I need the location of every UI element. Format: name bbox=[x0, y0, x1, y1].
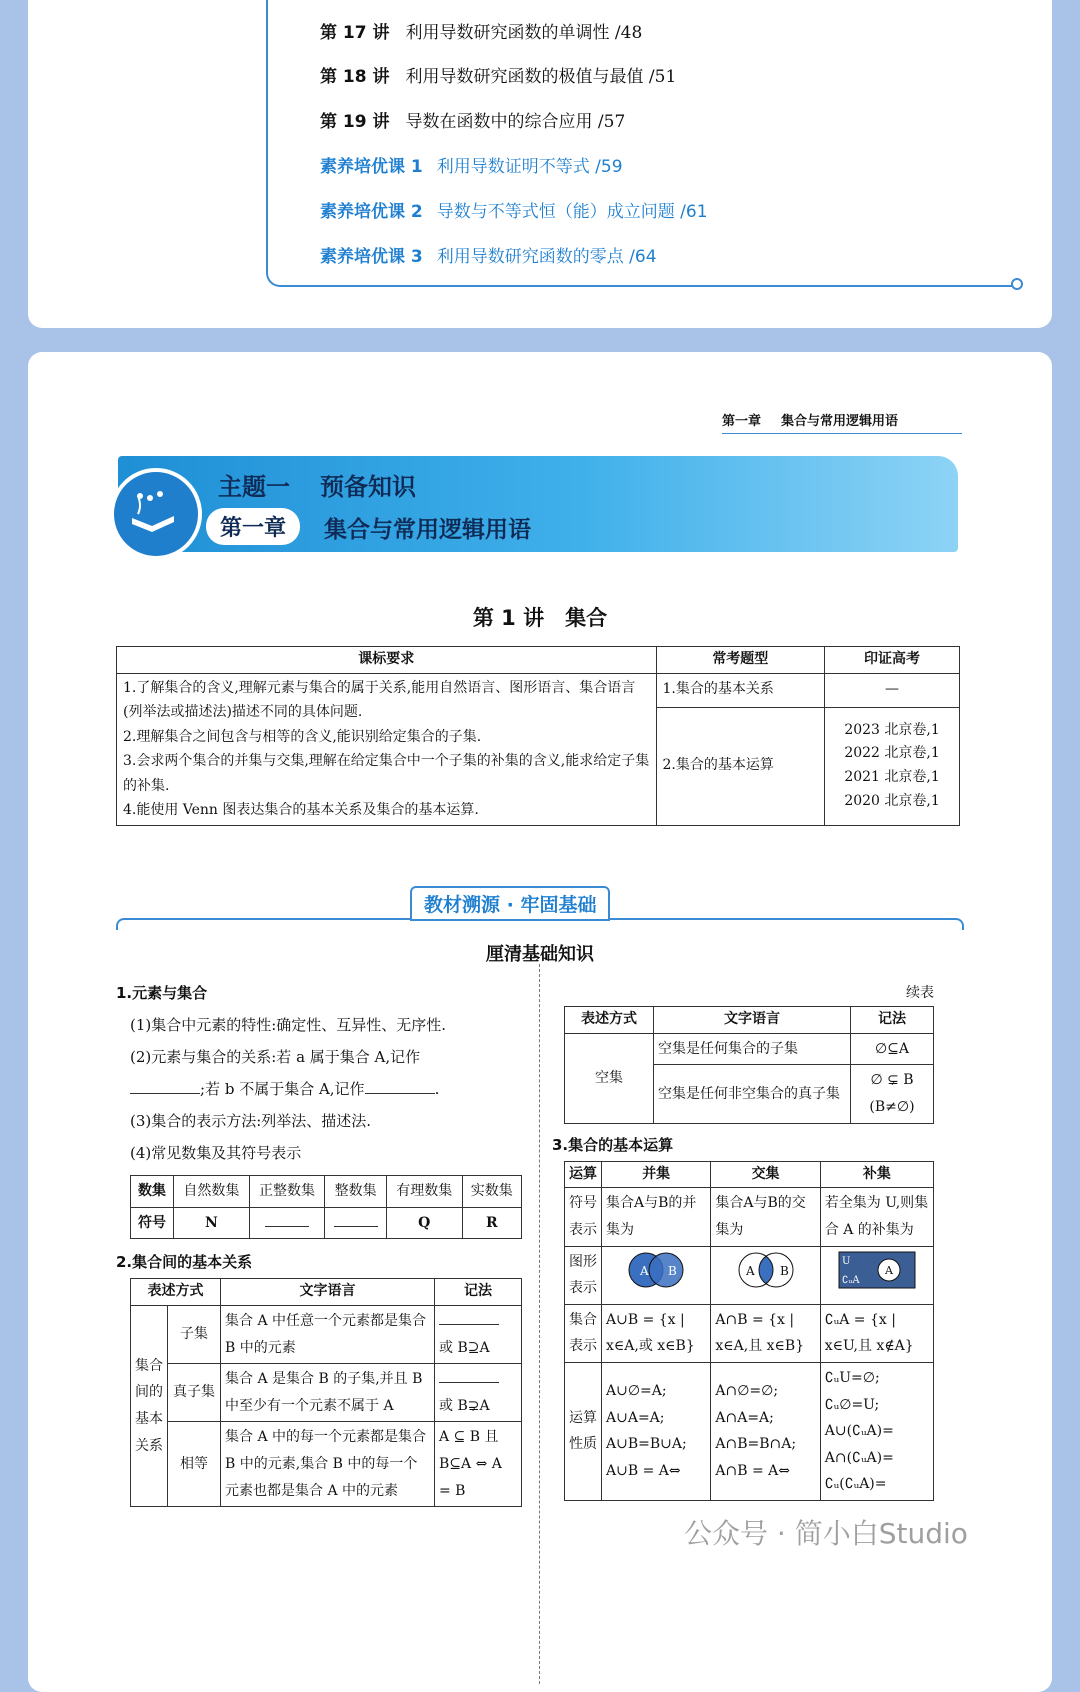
paragraph: (3)集合的表示方法:列举法、描述法. bbox=[130, 1112, 372, 1130]
table-cell: 正整数集 bbox=[249, 1176, 325, 1208]
requirement-item: 4.能使用 Venn 图表达集合的基本关系及集合的基本运算. bbox=[123, 802, 479, 819]
requirement-item: 3.会求两个集合的并集与交集,理解在给定集合中一个子集的补集的含义,能求给定子集的补集. bbox=[123, 753, 650, 794]
toc-lecture-label: 素养培优课 2 bbox=[320, 202, 423, 222]
table-cell: 集合A与B的并集为 bbox=[602, 1188, 711, 1246]
complement-venn-diagram bbox=[820, 1246, 933, 1304]
table-header: 交集 bbox=[711, 1161, 820, 1188]
exam-reference: — bbox=[825, 673, 960, 707]
table-cell: 集合A与B的交集为 bbox=[711, 1188, 820, 1246]
toc-lecture-label: 素养培优课 3 bbox=[320, 247, 423, 267]
table-cell: ∅ ⊊ B (B≠∅) bbox=[851, 1065, 934, 1123]
banner-chapter-label: 第一章 bbox=[206, 508, 300, 545]
intersection-venn-icon bbox=[728, 1250, 804, 1290]
toc-lecture-title: 利用导数研究函数的单调性 /48 bbox=[405, 23, 643, 43]
table-cell: 运算性质 bbox=[565, 1362, 602, 1500]
table-cell bbox=[602, 1362, 711, 1500]
toc-row[interactable] bbox=[320, 152, 623, 177]
table-cell: 子集 bbox=[168, 1305, 221, 1363]
property-line: A∩B = A⇔ bbox=[715, 1463, 790, 1480]
table-cell: 真子集 bbox=[168, 1364, 221, 1422]
fill-blank bbox=[130, 1079, 200, 1094]
exam-reference: 2023 北京卷,1 bbox=[844, 721, 940, 738]
table-cell: 集合 A 中的每一个元素都是集合 B 中的元素,集合 B 中的每一个元素也都是集合 A 中的元素 bbox=[221, 1422, 435, 1507]
paragraph: ;若 b 不属于集合 A,记作 . bbox=[130, 1073, 536, 1105]
banner-theme-title: 预备知识 bbox=[320, 473, 416, 501]
intersection-venn-diagram bbox=[711, 1246, 820, 1304]
table-cell: 图形表示 bbox=[565, 1246, 602, 1304]
banner-theme-label: 主题一 bbox=[218, 473, 290, 501]
section-subtitle: 厘清基础知识 bbox=[486, 944, 594, 965]
toc-lecture-label: 第 19 讲 bbox=[320, 112, 390, 132]
venn-label-b: B bbox=[668, 1264, 678, 1279]
property-line: A∪(∁ᵤA)= bbox=[824, 1423, 894, 1440]
property-line: A∩B=B∩A; bbox=[715, 1436, 797, 1453]
venn-label-u: U bbox=[841, 1256, 851, 1268]
union-venn-diagram bbox=[602, 1246, 711, 1304]
property-line: A∩∅=∅; bbox=[715, 1383, 779, 1400]
table-cell: 自然数集 bbox=[174, 1176, 250, 1208]
fill-blank bbox=[334, 1212, 378, 1227]
table-cell bbox=[325, 1207, 387, 1239]
table-cell: 集合 A 中任意一个元素都是集合 B 中的元素 bbox=[221, 1305, 435, 1363]
property-line: A∪A=A; bbox=[606, 1409, 665, 1426]
property-line: A∩(∁ᵤA)= bbox=[824, 1449, 894, 1466]
toc-lecture-label: 第 18 讲 bbox=[320, 67, 390, 87]
property-line: A∪B=B∪A; bbox=[606, 1436, 687, 1453]
fill-blank bbox=[365, 1079, 435, 1094]
notation: 或 B⊋A bbox=[439, 1397, 490, 1414]
toc-lecture-title: 利用导数证明不等式 /59 bbox=[436, 157, 623, 177]
property-line: ∁ᵤU=∅; bbox=[824, 1369, 880, 1386]
banner-theme bbox=[218, 467, 416, 502]
running-header bbox=[722, 410, 962, 434]
table-cell bbox=[435, 1305, 522, 1363]
table-cell: 若全集为 U,则集合 A 的补集为 bbox=[820, 1188, 933, 1246]
table-cell: 有理数集 bbox=[386, 1176, 462, 1208]
venn-label-a: A bbox=[884, 1264, 893, 1278]
exam-reference: 2022 北京卷,1 bbox=[844, 745, 940, 762]
running-header-chapter: 第一章 bbox=[722, 414, 762, 429]
question-type: 2.集合的基本运算 bbox=[656, 707, 825, 825]
exam-reference: 2021 北京卷,1 bbox=[844, 769, 940, 786]
table-header: 表述方式 bbox=[131, 1279, 221, 1306]
property-line: A∪∅=A; bbox=[606, 1383, 667, 1400]
table-cell bbox=[820, 1362, 933, 1500]
heading-set-relations: 2.集合间的基本关系 bbox=[116, 1253, 253, 1272]
fill-blank bbox=[439, 1368, 499, 1383]
table-header: 补集 bbox=[820, 1161, 933, 1188]
toc-row[interactable] bbox=[320, 62, 676, 87]
property-line: A∩A=A; bbox=[715, 1409, 774, 1426]
toc-row[interactable] bbox=[320, 18, 642, 43]
toc-lecture-title: 利用导数研究函数的零点 /64 bbox=[436, 247, 657, 267]
set-operations-table bbox=[564, 1161, 934, 1501]
toc-row[interactable] bbox=[320, 107, 625, 132]
table-header: 记法 bbox=[435, 1279, 522, 1306]
toc-lecture-title: 导数在函数中的综合应用 /57 bbox=[405, 112, 626, 132]
paragraph: (1)集合中元素的特性:确定性、互异性、无序性. bbox=[130, 1016, 447, 1034]
book-icon bbox=[110, 468, 202, 560]
table-cell: 整数集 bbox=[325, 1176, 387, 1208]
venn-label-b: B bbox=[779, 1264, 789, 1279]
table-cell: 数集 bbox=[131, 1176, 174, 1208]
venn-label-complement: ∁ᵤA bbox=[841, 1275, 860, 1287]
table-cell: ∁ᵤA = {x | x∈U,且 x∉A} bbox=[820, 1304, 933, 1362]
table-cell: Q bbox=[386, 1207, 462, 1239]
table-cell: 符号 bbox=[131, 1207, 174, 1239]
toc-row[interactable] bbox=[320, 197, 708, 222]
banner-chapter-title: 集合与常用逻辑用语 bbox=[324, 517, 531, 543]
requirements-cell bbox=[117, 673, 657, 825]
toc-lecture-title: 导数与不等式恒（能）成立问题 /61 bbox=[436, 202, 708, 222]
paragraph-text: (2)元素与集合的关系:若 a 属于集合 A,记作 bbox=[130, 1048, 421, 1066]
requirement-item: 2.理解集合之间包含与相等的含义,能识别给定集合的子集. bbox=[123, 728, 482, 745]
table-cell: A∪B = {x | x∈A,或 x∈B} bbox=[602, 1304, 711, 1362]
table-header: 记法 bbox=[851, 1007, 934, 1034]
table-cell: 空集 bbox=[565, 1033, 654, 1123]
table-header: 并集 bbox=[602, 1161, 711, 1188]
empty-set-table bbox=[564, 1006, 934, 1124]
watermark: 公众号 · 简小白Studio bbox=[684, 1517, 968, 1550]
requirement-item: 1.了解集合的含义,理解元素与集合的属于关系,能用自然语言、图形语言、集合语言(列举法或描述法)描述不同的具体问题. bbox=[123, 679, 636, 721]
left-column bbox=[116, 982, 536, 1507]
table-cell bbox=[435, 1364, 522, 1422]
table-header: 常考题型 bbox=[656, 647, 825, 674]
notation: 或 B⊇A bbox=[439, 1339, 490, 1356]
venn-label-a: A bbox=[745, 1264, 755, 1279]
table-cell bbox=[249, 1207, 325, 1239]
table-header: 表述方式 bbox=[565, 1007, 654, 1034]
table-cell: A∩B = {x | x∈A,且 x∈B} bbox=[711, 1304, 820, 1362]
table-cell: 实数集 bbox=[462, 1176, 521, 1208]
property-line: A∪B = A⇔ bbox=[606, 1463, 681, 1480]
table-cell: 集合间的基本关系 bbox=[131, 1305, 168, 1506]
column-divider bbox=[539, 964, 540, 1684]
heading-elements-sets: 1.元素与集合 bbox=[116, 984, 208, 1002]
venn-label-a: A bbox=[640, 1264, 649, 1279]
table-cell: 空集是任何非空集合的真子集 bbox=[654, 1065, 851, 1123]
table-cell: ∅⊆A bbox=[851, 1033, 934, 1065]
toc-card bbox=[28, 0, 1052, 328]
paragraph-text: ;若 b 不属于集合 A,记作 bbox=[200, 1080, 365, 1098]
table-cell: 空集是任何集合的子集 bbox=[654, 1033, 851, 1065]
continued-label: 续表 bbox=[906, 985, 934, 1001]
lecture-title: 第 1 讲 集合 bbox=[472, 606, 608, 630]
complement-venn-icon bbox=[837, 1250, 917, 1290]
paragraph: (4)常见数集及其符号表示 bbox=[130, 1144, 302, 1162]
table-cell: N bbox=[174, 1207, 250, 1239]
number-sets-table bbox=[130, 1175, 522, 1239]
toc-lecture-title: 利用导数研究函数的极值与最值 /51 bbox=[405, 67, 677, 87]
set-relations-table bbox=[130, 1278, 522, 1507]
table-cell: 符号表示 bbox=[565, 1188, 602, 1246]
property-line: ∁ᵤ∅=U; bbox=[824, 1396, 880, 1413]
requirements-table bbox=[116, 646, 960, 826]
toc-lecture-label: 第 17 讲 bbox=[320, 23, 390, 43]
property-line: ∁ᵤ(∁ᵤA)= bbox=[824, 1476, 887, 1493]
question-type: 1.集合的基本关系 bbox=[656, 673, 825, 707]
paragraph bbox=[130, 1041, 536, 1073]
section-tab: 教材溯源 · 牢固基础 bbox=[410, 886, 610, 921]
toc-frame-end-dot bbox=[1011, 278, 1023, 290]
table-header: 运算 bbox=[565, 1161, 602, 1188]
toc-lecture-label: 素养培优课 1 bbox=[320, 157, 423, 177]
toc-row[interactable] bbox=[320, 242, 657, 267]
running-header-title: 集合与常用逻辑用语 bbox=[781, 414, 899, 429]
exam-reference: 2020 北京卷,1 bbox=[844, 793, 940, 810]
fill-blank bbox=[265, 1212, 309, 1227]
table-header: 课标要求 bbox=[117, 647, 657, 674]
table-header: 印证高考 bbox=[825, 647, 960, 674]
union-venn-icon bbox=[618, 1250, 694, 1290]
table-cell: 相等 bbox=[168, 1422, 221, 1507]
table-cell: R bbox=[462, 1207, 521, 1239]
heading-set-operations: 3.集合的基本运算 bbox=[552, 1135, 674, 1154]
right-column bbox=[552, 982, 984, 1501]
textbook-page-card bbox=[28, 352, 1052, 1692]
table-cell: A ⊆ B 且 B⊆A ⇔ A = B bbox=[435, 1422, 522, 1507]
table-cell: 集合表示 bbox=[565, 1304, 602, 1362]
table-header: 文字语言 bbox=[221, 1279, 435, 1306]
table-cell bbox=[711, 1362, 820, 1500]
exam-reference-list bbox=[825, 707, 960, 825]
table-cell: 集合 A 是集合 B 的子集,并且 B 中至少有一个元素不属于 A bbox=[221, 1364, 435, 1422]
table-header: 文字语言 bbox=[654, 1007, 851, 1034]
fill-blank bbox=[439, 1310, 499, 1325]
